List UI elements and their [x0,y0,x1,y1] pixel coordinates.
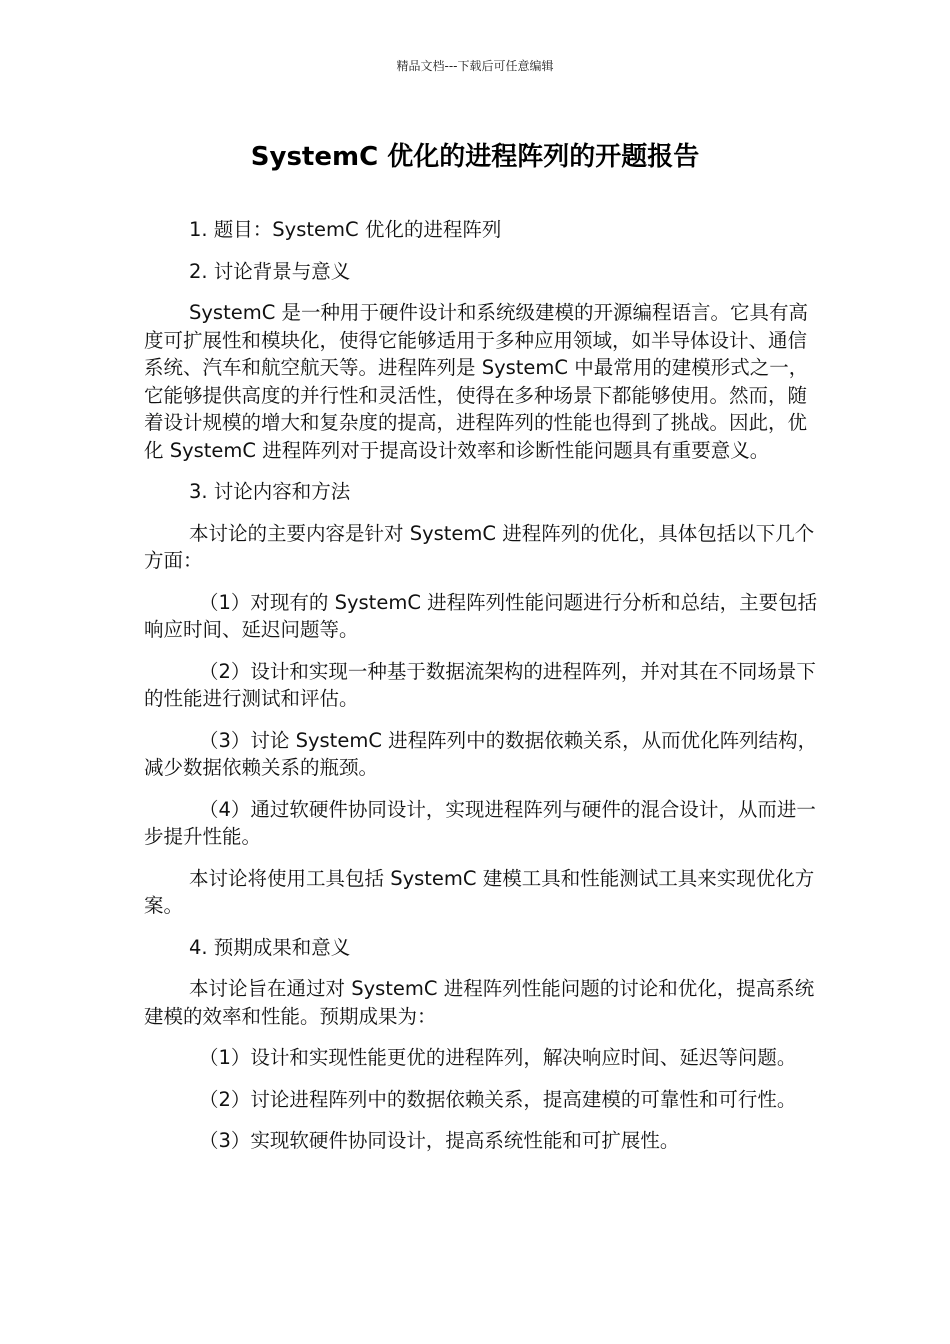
content-item: （4）通过软硬件协同设计，实现进程阵列与硬件的混合设计，从而进一步提升性能。 [144,797,816,848]
result-item: （3）实现软硬件协同设计，提高系统性能和可扩展性。 [199,1129,680,1152]
result-item: （1）设计和实现性能更优的进程阵列，解决响应时间、延迟等问题。 [199,1046,797,1069]
background-paragraph: SystemC 是一种用于硬件设计和系统级建模的开源编程语言。它具有高度可扩展性和模块化，使得它能够适用于多种应用领域，如半导体设计、通信系统、汽车和航空航天等。进程阵列是 SystemC 中最常用的建模形式之一，它能够提供高度的并行性和灵活性，使得在多种场景下都能够使用。然而，随着设计规模的增大和复杂度的提高，进程阵列的性能也得到了挑战。因此，优化 SystemC 进程阵列对于提高设计效率和诊断性能问题具有重要意义。 [144,301,809,462]
content-intro-paragraph: 本讨论的主要内容是针对 SystemC 进程阵列的优化，具体包括以下几个方面： [144,521,815,572]
content-item: （3）讨论 SystemC 进程阵列中的数据依赖关系，从而优化阵列结构，减少数据依赖关系的瓶颈。 [144,728,818,779]
section-heading-4: 4. 预期成果和意义 [189,935,351,959]
content-item: （1）对现有的 SystemC 进程阵列性能问题进行分析和总结，主要包括响应时间、延迟问题等。 [144,590,818,641]
document-body [144,216,819,1169]
header-note: 精品文档---下载后可任意编辑 [396,59,554,73]
result-item: （2）讨论进程阵列中的数据依赖关系，提高建模的可靠性和可行性。 [199,1087,797,1111]
content-item: （2）设计和实现一种基于数据流架构的进程阵列，并对其在不同场景下的性能进行测试和评估。 [144,659,816,710]
document-title: SystemC 优化的进程阵列的开题报告 [250,142,700,172]
section-heading-3: 3. 讨论内容和方法 [189,480,351,503]
tools-paragraph: 本讨论将使用工具包括 SystemC 建模工具和性能测试工具来实现优化方案。 [144,866,815,917]
results-intro-paragraph: 本讨论旨在通过对 SystemC 进程阵列性能问题的讨论和优化，提高系统建模的效率和性能。预期成果为： [144,977,815,1028]
section-heading-1: 1. 题目：SystemC 优化的进程阵列 [189,218,502,241]
section-heading-2: 2. 讨论背景与意义 [189,259,351,283]
